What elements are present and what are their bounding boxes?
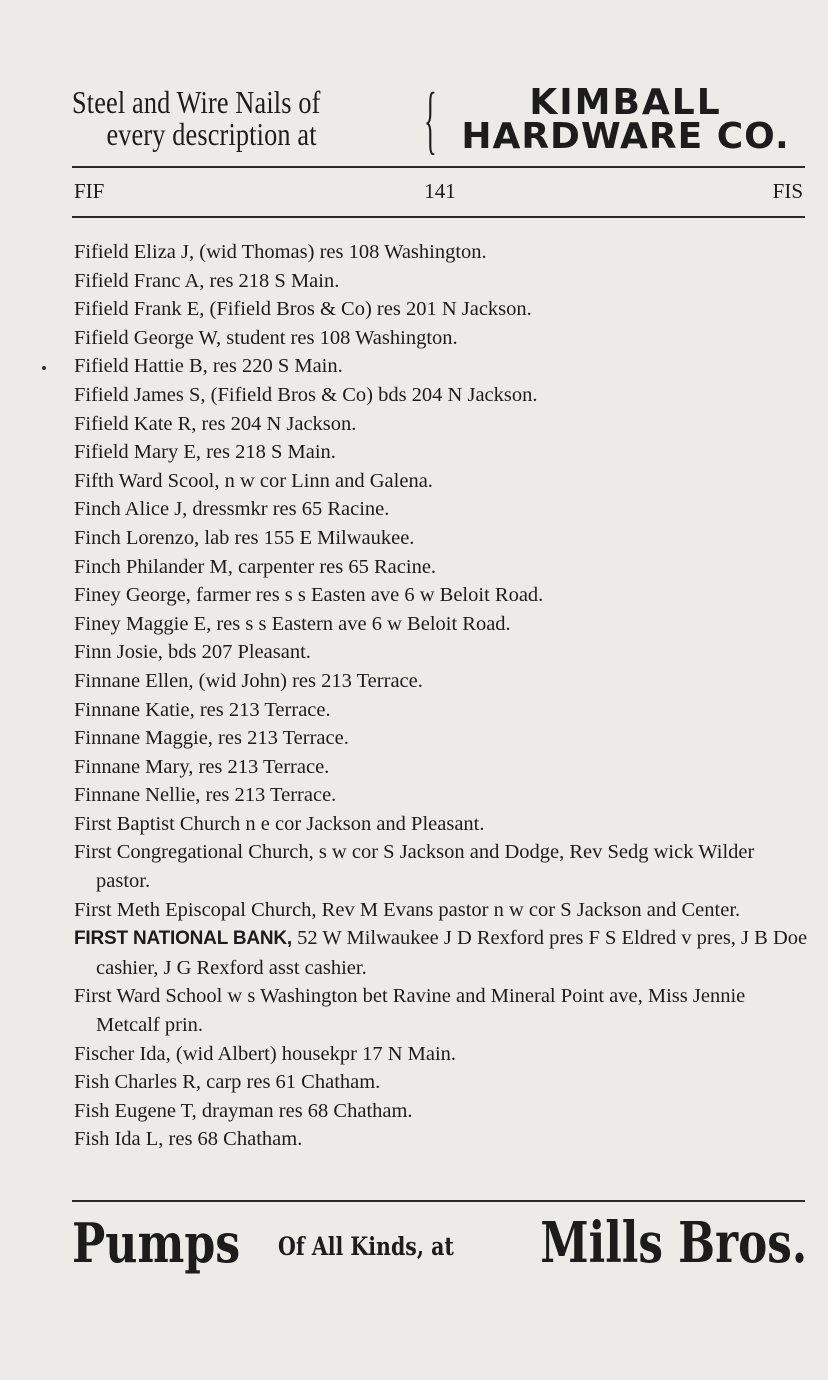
directory-entry bbox=[74, 667, 809, 696]
directory-entry bbox=[74, 896, 809, 925]
entry-text: Fifield Kate R, res 204 N Jackson. bbox=[74, 412, 357, 435]
entry-text: Fifield Hattie B, res 220 S Main. bbox=[74, 355, 343, 378]
header-left-guide: FIF bbox=[74, 179, 105, 203]
ad-text-block bbox=[72, 86, 321, 150]
directory-entry bbox=[74, 267, 809, 296]
entry-text: First Baptist Church n e cor Jackson and Pleasant. bbox=[74, 812, 485, 835]
directory-entries bbox=[74, 238, 809, 1154]
directory-entry bbox=[74, 724, 809, 753]
directory-entry bbox=[74, 982, 809, 1039]
header-rule bbox=[72, 216, 805, 218]
brand-line-1: KIMBALL bbox=[529, 82, 722, 123]
directory-entry bbox=[74, 238, 809, 267]
entry-text: Fifield Frank E, (Fifield Bros & Co) res 201 N Jackson. bbox=[74, 298, 532, 321]
top-advertisement bbox=[72, 78, 807, 162]
directory-entry bbox=[74, 810, 809, 839]
entry-text: Fish Ida L, res 68 Chatham. bbox=[74, 1128, 303, 1151]
entry-text: Fifield Mary E, res 218 S Main. bbox=[74, 441, 336, 464]
entry-text: First Ward School w s Washington bet Ravine and Mineral Point ave, Miss Jennie Metcalf prin. bbox=[74, 985, 746, 1037]
entry-text: First Congregational Church, s w cor S Jackson and Dodge, Rev Sedg wick Wilder pastor. bbox=[74, 841, 755, 893]
page-number: 141 bbox=[424, 179, 456, 203]
directory-entry bbox=[74, 495, 809, 524]
directory-entry bbox=[74, 324, 809, 353]
directory-entry bbox=[74, 410, 809, 439]
directory-entry bbox=[74, 295, 809, 324]
directory-entry bbox=[74, 638, 809, 667]
entry-text: Fifield George W, student res 108 Washington. bbox=[74, 326, 458, 349]
directory-entry bbox=[74, 753, 809, 782]
entry-text: Finnane Ellen, (wid John) res 213 Terrace. bbox=[74, 669, 423, 692]
entry-text: Finch Alice J, dressmkr res 65 Racine. bbox=[74, 498, 390, 521]
directory-entry bbox=[74, 467, 809, 496]
directory-entry bbox=[74, 438, 809, 467]
directory-entry bbox=[74, 781, 809, 810]
entry-text: Finnane Mary, res 213 Terrace. bbox=[74, 755, 330, 778]
entry-text: Fifield Eliza J, (wid Thomas) res 108 Washington. bbox=[74, 241, 487, 263]
ad-line-2: every description at bbox=[106, 116, 317, 152]
entry-text: Fish Charles R, carp res 61 Chatham. bbox=[74, 1071, 381, 1094]
entry-text: Finn Josie, bds 207 Pleasant. bbox=[74, 641, 311, 664]
bottom-advertisement bbox=[72, 1208, 807, 1278]
directory-entry bbox=[74, 610, 809, 639]
directory-entry bbox=[74, 1097, 809, 1126]
entry-text: Finey Maggie E, res s s Eastern ave 6 w Beloit Road. bbox=[74, 612, 511, 635]
entry-text: Finnane Nellie, res 213 Terrace. bbox=[74, 784, 337, 807]
directory-entry bbox=[74, 838, 809, 895]
entry-text: Fifield James S, (Fifield Bros & Co) bds 204 N Jackson. bbox=[74, 383, 538, 406]
entry-text: Fischer Ida, (wid Albert) housekpr 17 N Main. bbox=[74, 1042, 457, 1065]
entry-bold-name: FIRST NATIONAL BANK, bbox=[74, 928, 293, 950]
directory-entry bbox=[74, 1040, 809, 1069]
ad-pumps: Pumps bbox=[72, 1211, 241, 1275]
ad-line-1: Steel and Wire Nails of bbox=[72, 84, 321, 120]
directory-entry bbox=[74, 1068, 809, 1097]
entry-text: First Meth Episcopal Church, Rev M Evans pastor n w cor S Jackson and Center. bbox=[74, 898, 741, 921]
entry-text: Finnane Katie, res 213 Terrace. bbox=[74, 698, 331, 721]
brace-glyph: { bbox=[424, 78, 437, 162]
directory-entry bbox=[74, 524, 809, 553]
entry-text: Finch Philander M, carpenter res 65 Racine. bbox=[74, 555, 437, 578]
entry-text: Finey George, farmer res s s Easten ave 6 w Beloit Road. bbox=[74, 584, 544, 607]
entry-text: Finnane Maggie, res 213 Terrace. bbox=[74, 727, 349, 750]
directory-entry bbox=[74, 381, 809, 410]
directory-entry bbox=[74, 924, 809, 982]
directory-entry bbox=[74, 553, 809, 582]
top-rule bbox=[72, 166, 805, 168]
entry-text: Finch Lorenzo, lab res 155 E Milwaukee. bbox=[74, 526, 415, 549]
entry-text: 52 W Milwaukee J D Rexford pres F S Eldred v pres, J B Doe cashier, J G Rexford asst cashier. bbox=[96, 927, 808, 979]
ad-brand bbox=[444, 82, 807, 157]
header-right-guide: FIS bbox=[772, 179, 803, 203]
running-header bbox=[72, 178, 805, 204]
directory-entry bbox=[74, 696, 809, 725]
ad-mills-bros: Mills Bros. bbox=[540, 1210, 807, 1276]
directory-entry bbox=[74, 1125, 809, 1154]
ad-middle-text: Of All Kinds, at bbox=[278, 1232, 454, 1261]
entry-text: Fifield Franc A, res 218 S Main. bbox=[74, 269, 340, 292]
directory-entry bbox=[74, 581, 809, 610]
entry-text: Fish Eugene T, drayman res 68 Chatham. bbox=[74, 1099, 413, 1122]
entry-text: Fifth Ward Scool, n w cor Linn and Galena. bbox=[74, 469, 433, 492]
brand-line-2: HARDWARE CO. bbox=[461, 116, 790, 157]
bottom-rule bbox=[72, 1200, 805, 1202]
directory-entry bbox=[74, 352, 809, 381]
print-speck bbox=[42, 366, 46, 370]
